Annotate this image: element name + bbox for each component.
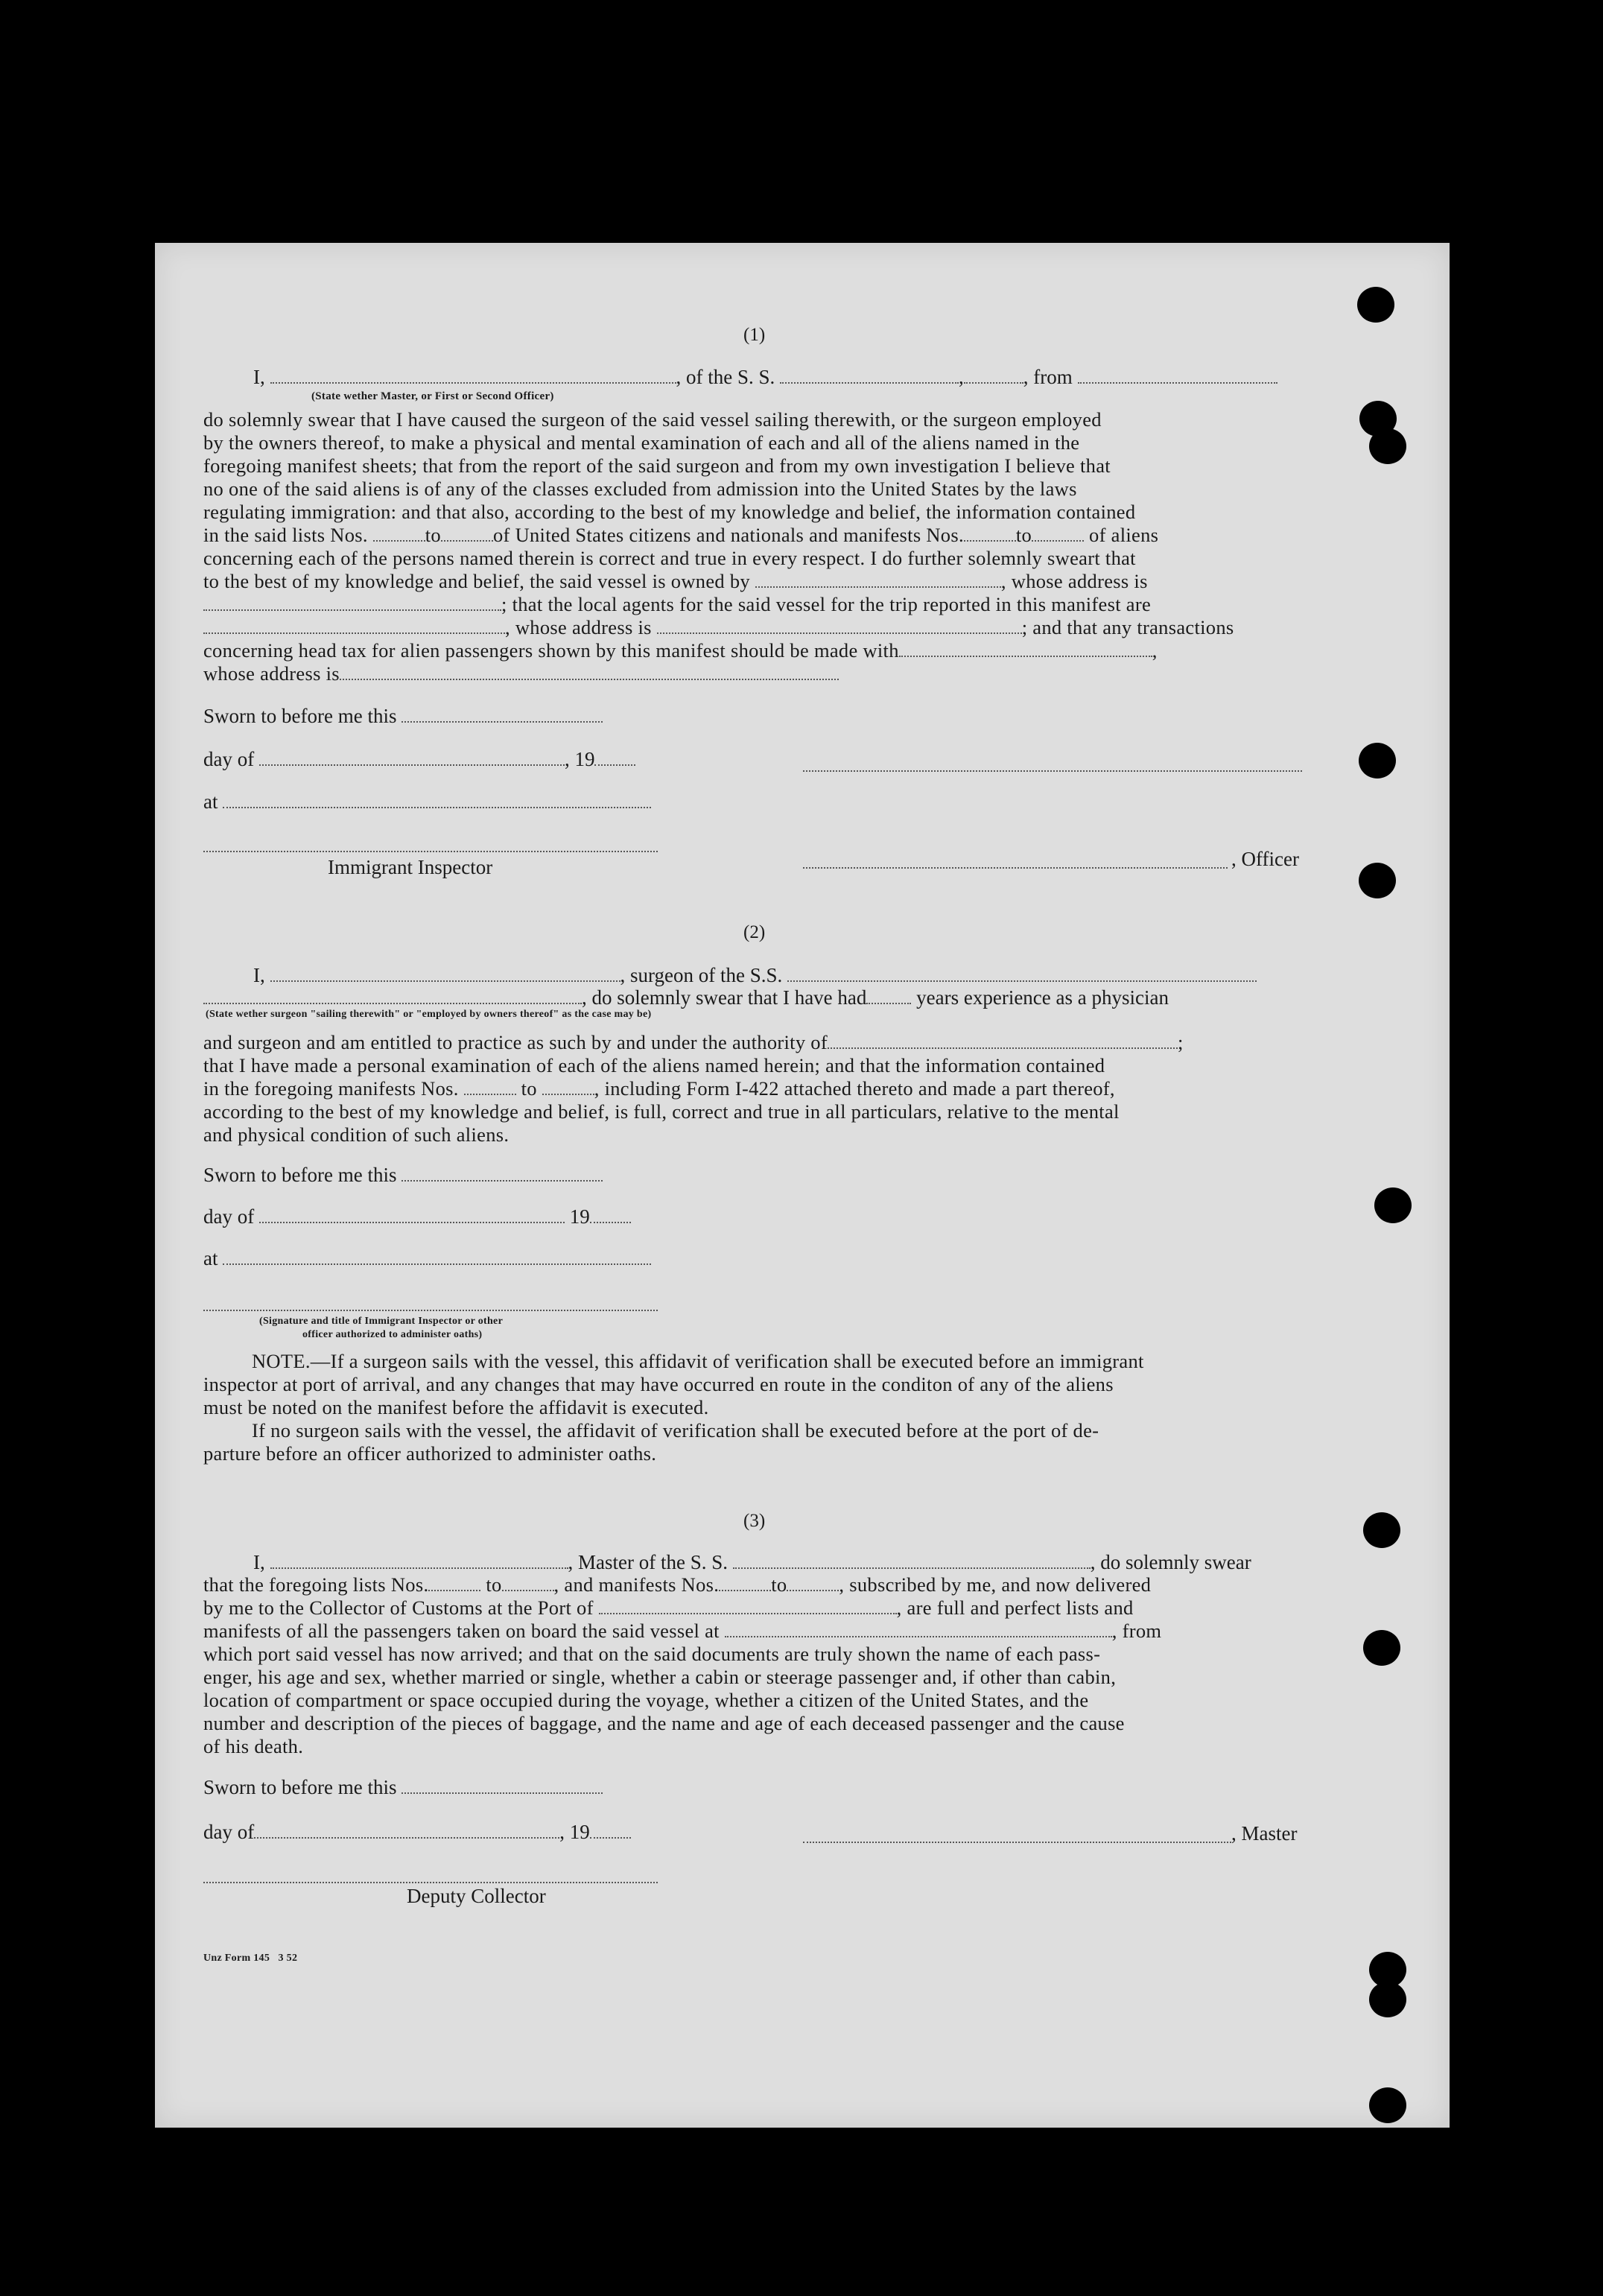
s3-day-of: [203, 1821, 631, 1844]
s1-l6e: of aliens: [1089, 524, 1159, 546]
s2-para-line: according to the best of my knowledge and belief, is full, correct and true in all particulars, relative to the mental: [203, 1100, 1120, 1123]
s2-day-of: [203, 1205, 631, 1228]
s1-line1: [253, 366, 1277, 389]
binder-hole: [1363, 1630, 1400, 1666]
s1-para-line: concerning each of the persons named therein is correct and true in every respect. I do further solemnly sweart that: [203, 547, 1136, 569]
s2-surgeon-name-field[interactable]: [203, 1003, 582, 1004]
binder-hole: [1359, 743, 1396, 778]
s2-surgeon-of: , surgeon of the S.S.: [620, 964, 783, 986]
form-sheet: [155, 243, 1450, 2128]
s1-day-label: day of: [203, 748, 255, 770]
s2-year-field[interactable]: [590, 1222, 631, 1223]
s2-paragraph: [203, 1031, 1409, 1147]
s3-l2e: , subscribed by me, and now delivered: [839, 1573, 1152, 1596]
s2-para-line: and physical condition of such aliens.: [203, 1123, 510, 1146]
s1-owner-address-field[interactable]: [203, 609, 501, 611]
s2-day-field[interactable]: [259, 1222, 565, 1223]
s1-at: [203, 790, 651, 814]
s2-line1: [253, 964, 1257, 987]
s2-para-line: that I have made a personal examination of each of the aliens named herein; and that the information contained: [203, 1054, 1105, 1076]
s3-master-name-field[interactable]: [270, 1567, 568, 1569]
section-1-heading: (1): [743, 325, 766, 345]
s1-para-line: do solemnly swear that I have caused the surgeon of the said vessel sailing therewith, or the surgeon employed: [203, 408, 1102, 431]
s3-deputy-caption: Deputy Collector: [407, 1885, 546, 1907]
s1-sworn-field[interactable]: [401, 721, 603, 723]
s1-l11a: concerning head tax for alien passengers shown by this manifest should be made with: [203, 639, 899, 662]
s3-master-of: , Master of the S. S.: [568, 1551, 728, 1573]
s1-para-line: no one of the said aliens is of any of the classes excluded from admission into the United States by the laws: [203, 478, 1077, 500]
s1-sworn: [203, 705, 603, 728]
s1-agents-address-field[interactable]: [657, 632, 1022, 634]
note-line: NOTE.—If a surgeon sails with the vessel, this affidavit of verification shall be executed before an immigrant: [252, 1350, 1144, 1372]
s3-para-line: of his death.: [203, 1735, 304, 1757]
s2-l3a: and surgeon and am entitled to practice as such by and under the authority of: [203, 1031, 828, 1053]
s3-sworn-label: Sworn to before me this: [203, 1776, 397, 1798]
s2-para-line: [203, 1031, 1409, 1054]
s3-list-to-field[interactable]: [502, 1590, 554, 1591]
note-block: [203, 1350, 1409, 1465]
s1-l6b: to: [425, 524, 441, 546]
s3-para-line: [203, 1620, 1409, 1643]
s3-day-field[interactable]: [254, 1837, 559, 1839]
s3-l3a: by me to the Collector of Customs at the Port of: [203, 1596, 594, 1619]
s3-sworn: [203, 1776, 603, 1799]
s3-para-line: [203, 1573, 1409, 1596]
s3-l4a: manifests of all the passengers taken on board the said vessel at: [203, 1620, 720, 1642]
binder-hole: [1359, 863, 1396, 898]
s3-embark-port-field[interactable]: [725, 1636, 1112, 1637]
s1-manifest-from-field[interactable]: [964, 540, 1016, 542]
s1-agents-field[interactable]: [203, 632, 505, 634]
s3-para-line: [203, 1596, 1409, 1620]
s1-l8b: , whose address is: [1000, 570, 1148, 592]
s3-para-line: which port said vessel has now arrived; and that on the said documents are truly shown the name of each pass-: [203, 1643, 1101, 1665]
s2-sig-caption-2: officer authorized to administer oaths): [302, 1329, 483, 1340]
s2-sworn: [203, 1164, 603, 1187]
s1-at-label: at: [203, 790, 218, 813]
s3-l4b: , from: [1111, 1620, 1162, 1642]
s3-l1c: , do solemnly swear: [1090, 1551, 1251, 1573]
s1-sworn-label: Sworn to before me this: [203, 705, 397, 727]
s2-l5c: , including Form I-422 attached thereto and made a part thereof,: [594, 1077, 1115, 1100]
s1-l8a: to the best of my knowledge and belief, the said vessel is owned by: [203, 570, 750, 592]
s1-para-line: [203, 662, 1409, 685]
s1-owner-field[interactable]: [755, 586, 1001, 588]
s2-sworn-label: Sworn to before me this: [203, 1164, 397, 1186]
s1-l9: ; that the local agents for the said vessel for the trip reported in this manifest are: [501, 593, 1152, 615]
s1-officer-caption: , Officer: [1231, 848, 1299, 870]
s1-para-line: foregoing manifest sheets; that from the report of the said surgeon and from my own investigation I believe that: [203, 454, 1111, 477]
s3-master-signature-line[interactable]: [803, 1842, 1231, 1843]
s1-inspector-caption: Immigrant Inspector: [328, 856, 493, 878]
s2-l5b: to: [521, 1077, 537, 1100]
binder-hole: [1357, 287, 1394, 323]
s1-l10b: ; and that any transactions: [1021, 616, 1234, 638]
s2-l2b: years experience as a physician: [916, 986, 1169, 1009]
s3-para-line: location of compartment or space occupied during the voyage, whether a citizen of the United States, and the: [203, 1689, 1089, 1711]
s3-port-field[interactable]: [599, 1613, 897, 1614]
s3-year-prefix: , 19: [559, 1821, 590, 1843]
section-3-heading: (3): [743, 1511, 766, 1531]
s1-officer-signature-line[interactable]: [803, 770, 1302, 772]
binder-hole: [1369, 428, 1406, 464]
note-line: parture before an officer authorized to administer oaths.: [203, 1442, 657, 1465]
s2-day-label: day of: [203, 1205, 255, 1228]
s1-l6a: in the said lists Nos.: [203, 524, 368, 546]
s2-authority-field[interactable]: [828, 1047, 1178, 1049]
s1-from-field[interactable]: [1078, 382, 1277, 384]
s2-at-label: at: [203, 1247, 218, 1269]
s3-l3b: , are full and perfect lists and: [896, 1596, 1134, 1619]
s1-l10a: , whose address is: [505, 616, 652, 638]
s1-year-field[interactable]: [594, 764, 635, 766]
s1-day-field[interactable]: [259, 764, 565, 766]
s3-l2d: to: [771, 1573, 787, 1596]
s1-paragraph: [203, 408, 1409, 685]
s1-day-of: [203, 748, 635, 771]
s1-para-line: [203, 570, 1409, 593]
s1-para-line: [203, 639, 1409, 662]
s3-l2a: that the foregoing lists Nos.: [203, 1573, 429, 1596]
note-line: must be noted on the manifest before the affidavit is executed.: [203, 1396, 709, 1418]
s3-master-caption: , Master: [1231, 1822, 1298, 1845]
s2-line2: [203, 986, 1169, 1009]
s1-comma: ,: [959, 366, 964, 388]
binder-hole: [1369, 2087, 1406, 2123]
s2-l5a: in the foregoing manifests Nos.: [203, 1077, 459, 1100]
s1-para-line: [203, 524, 1409, 547]
s1-l6c: of United States citizens and nationals and manifests Nos.: [492, 524, 964, 546]
s1-headtax-address-field[interactable]: [340, 679, 839, 680]
s2-sworn-field[interactable]: [401, 1180, 603, 1182]
s2-i: I,: [253, 964, 265, 986]
s3-day-label: day of: [203, 1821, 255, 1843]
s1-para-line: by the owners thereof, to make a physical and mental examination of each and all of the aliens named in the: [203, 431, 1080, 454]
s3-deputy-signature-line[interactable]: [203, 1882, 658, 1883]
s3-i: I,: [253, 1551, 265, 1573]
s1-ship-name-field[interactable]: [780, 382, 959, 384]
s1-at-field[interactable]: [223, 807, 651, 808]
binder-hole: [1369, 1982, 1406, 2017]
s2-l2a: , do solemnly swear that I have had: [582, 986, 867, 1009]
s3-l2b: to: [486, 1573, 502, 1596]
section-2-heading: (2): [743, 922, 766, 942]
s2-at: [203, 1247, 651, 1270]
s2-signature-line[interactable]: [203, 1310, 658, 1311]
binder-hole: [1363, 1512, 1400, 1548]
s3-manifest-to-field[interactable]: [787, 1590, 839, 1591]
s1-para-line: [203, 593, 1409, 616]
s3-line1: [253, 1551, 1251, 1574]
form-number: Unz Form 145 3 52: [203, 1953, 298, 1964]
note-line: If no surgeon sails with the vessel, the affidavit of verification shall be executed before at the port of de-: [252, 1419, 1099, 1442]
s1-inspector-signature-line[interactable]: [203, 851, 658, 852]
s2-manifest-from-field[interactable]: [464, 1094, 516, 1095]
s3-year-field[interactable]: [590, 1837, 631, 1839]
s3-l2c: , and manifests Nos.: [553, 1573, 720, 1596]
s1-i: I,: [253, 366, 265, 388]
s3-paragraph: [203, 1573, 1409, 1758]
s3-sworn-field[interactable]: [401, 1792, 603, 1794]
s3-list-from-field[interactable]: [428, 1590, 480, 1591]
s1-manifest-to-field[interactable]: [1032, 540, 1084, 542]
s2-years-field[interactable]: [866, 1003, 911, 1004]
s2-manifest-to-field[interactable]: [542, 1094, 594, 1095]
s2-hint: (State wether surgeon "sailing therewith" or "employed by owners thereof" as the case may be): [206, 1009, 652, 1020]
s2-sig-caption-1: (Signature and title of Immigrant Inspector or other: [259, 1316, 504, 1327]
s1-l6d: to: [1015, 524, 1032, 546]
s2-year-prefix: 19: [569, 1205, 590, 1228]
s1-year-prefix: , 19: [564, 748, 595, 770]
s2-l3b: ;: [1177, 1031, 1184, 1053]
s1-list-to-field[interactable]: [441, 540, 493, 542]
s2-surgeon-type-field[interactable]: [270, 980, 620, 982]
s1-l12: whose address is: [203, 662, 340, 685]
s1-hint: (State wether Master, or First or Second Officer): [311, 390, 554, 402]
s1-officer-field[interactable]: [270, 382, 676, 384]
s1-para-line: [203, 616, 1409, 639]
s1-ship-line-field[interactable]: [964, 382, 1023, 384]
s1-list-from-field[interactable]: [373, 540, 425, 542]
s1-l11b: ,: [1152, 639, 1158, 662]
s1-of-ss: , of the S. S.: [676, 366, 775, 388]
s2-para-line: [203, 1077, 1409, 1100]
s3-para-line: number and description of the pieces of baggage, and the name and age of each deceased passenger and the cause: [203, 1712, 1125, 1734]
s2-ship-name-field[interactable]: [787, 980, 1257, 982]
s1-para-line: regulating immigration: and that also, according to the best of my knowledge and belief, the information contained: [203, 501, 1136, 523]
s1-from: , from: [1023, 366, 1073, 388]
binder-hole: [1374, 1187, 1412, 1223]
s3-para-line: enger, his age and sex, whether married or single, whether a cabin or steerage passenger and, if other than cabin,: [203, 1666, 1117, 1688]
s3-manifest-from-field[interactable]: [719, 1590, 771, 1591]
s1-officer-name-line[interactable]: [803, 867, 1228, 869]
note-line: inspector at port of arrival, and any changes that may have occurred en route in the conditon of any of the aliens: [203, 1373, 1114, 1395]
s1-headtax-field[interactable]: [899, 656, 1152, 657]
s2-at-field[interactable]: [223, 1263, 651, 1265]
s3-ship-name-field[interactable]: [733, 1567, 1091, 1569]
